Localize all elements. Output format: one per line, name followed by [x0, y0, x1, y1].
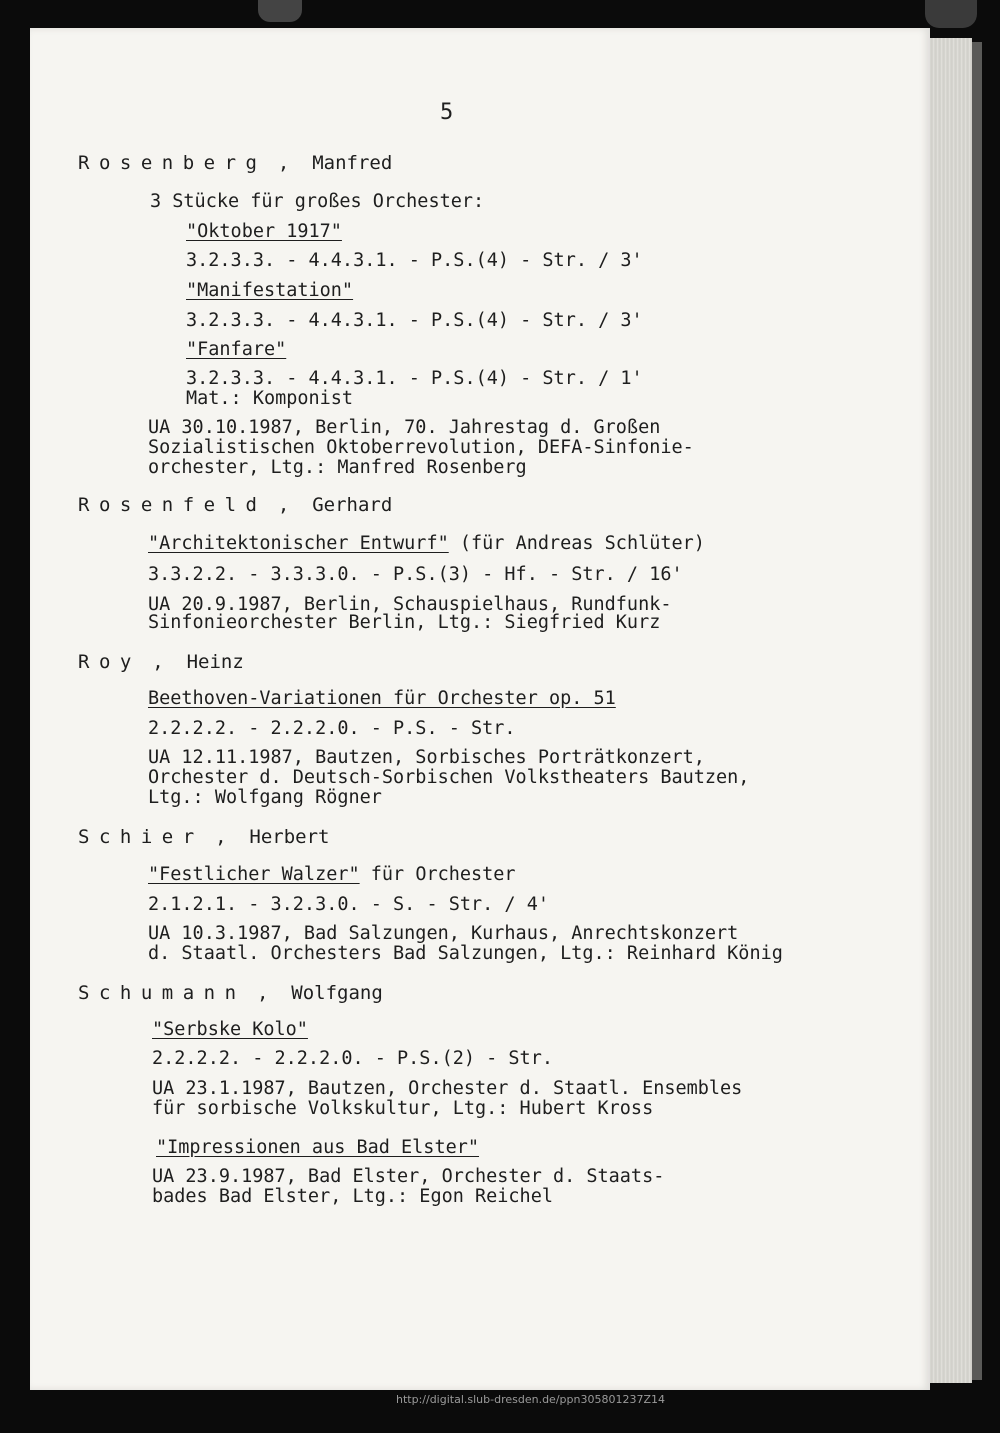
work-subtitle: (für Andreas Schlüter) — [459, 533, 705, 554]
composer-surname: Schier — [78, 826, 204, 848]
work-scoring: 3.2.3.3. - 4.4.3.1. - P.S.(4) - Str. / 3' — [186, 310, 643, 331]
premiere-line: Ltg.: Wolfgang Rögner — [148, 787, 382, 808]
work-title: Beethoven-Variationen für Orchester op. 51 — [148, 688, 616, 709]
premiere-line: für sorbische Volkskultur, Ltg.: Hubert Kross — [152, 1098, 654, 1119]
work-scoring: 2.1.2.1. - 3.2.3.0. - S. - Str. / 4' — [148, 894, 549, 915]
work-title: "Festlicher Walzer" — [148, 864, 360, 885]
premiere-line: UA 10.3.1987, Bad Salzungen, Kurhaus, Anrechtskonzert — [148, 923, 739, 944]
premiere-line: UA 23.9.1987, Bad Elster, Orchester d. Staats- — [152, 1166, 665, 1187]
work-scoring: 2.2.2.2. - 2.2.2.0. - P.S. - Str. — [148, 718, 516, 739]
binder-clip-right — [925, 0, 977, 28]
premiere-line: bades Bad Elster, Ltg.: Egon Reichel — [152, 1186, 553, 1207]
composer-surname: Rosenfeld — [78, 494, 267, 516]
premiere-line: orchester, Ltg.: Manfred Rosenberg — [148, 457, 527, 478]
work-scoring: 2.2.2.2. - 2.2.2.0. - P.S.(2) - Str. — [152, 1048, 553, 1069]
document-page — [30, 28, 930, 1390]
material-note: Mat.: Komponist — [186, 388, 354, 409]
composer-heading-schier: Schier , Herbert — [78, 826, 330, 848]
work-title: "Serbske Kolo" — [152, 1019, 308, 1040]
binder-clip-left — [258, 0, 302, 22]
work-title: "Oktober 1917" — [186, 221, 342, 242]
composer-surname: Rosenberg — [78, 152, 267, 174]
work-subtitle: für Orchester — [370, 864, 516, 885]
book-spine-shadow — [972, 42, 982, 1380]
composer-given-name: Gerhard — [312, 494, 393, 516]
composer-given-name: Manfred — [312, 152, 393, 174]
page-stack-edge — [930, 38, 972, 1383]
premiere-line: UA 20.9.1987, Berlin, Schauspielhaus, Rundfunk- — [148, 594, 672, 615]
work-title-line — [148, 533, 705, 555]
premiere-line: Sinfonieorchester Berlin, Ltg.: Siegfried Kurz — [148, 612, 661, 633]
work-scoring: 3.2.3.3. - 4.4.3.1. - P.S.(4) - Str. / 1' — [186, 368, 643, 389]
composer-heading-rosenfeld: Rosenfeld , Gerhard — [78, 494, 393, 516]
composer-given-name: Wolfgang — [291, 982, 383, 1004]
composer-surname: Roy — [78, 651, 141, 673]
page-number: 5 — [440, 100, 454, 125]
work-title: "Manifestation" — [186, 280, 354, 301]
premiere-line: Orchester d. Deutsch-Sorbischen Volkstheaters Bautzen, — [148, 767, 750, 788]
composer-given-name: Heinz — [186, 651, 244, 673]
work-title: "Impressionen aus Bad Elster" — [156, 1137, 480, 1158]
composer-heading-rosenberg: Rosenberg , Manfred — [78, 152, 393, 174]
premiere-line: Sozialistischen Oktoberrevolution, DEFA-Sinfonie- — [148, 437, 694, 458]
work-scoring: 3.3.2.2. - 3.3.3.0. - P.S.(3) - Hf. - Str. / 16' — [148, 564, 683, 585]
work-title: "Fanfare" — [186, 339, 287, 360]
composer-given-name: Herbert — [249, 826, 330, 848]
composer-surname: Schumann — [78, 982, 246, 1004]
source-url-footer: http://digital.slub-dresden.de/ppn305801237Z14 — [396, 1393, 665, 1406]
work-intro: 3 Stücke für großes Orchester: — [150, 191, 485, 212]
premiere-line: UA 12.11.1987, Bautzen, Sorbisches Porträtkonzert, — [148, 747, 705, 768]
work-title: "Architektonischer Entwurf" — [148, 533, 449, 554]
premiere-line: d. Staatl. Orchesters Bad Salzungen, Ltg.: Reinhard König — [148, 943, 783, 964]
premiere-line: UA 30.10.1987, Berlin, 70. Jahrestag d. Großen — [148, 417, 661, 438]
premiere-line: UA 23.1.1987, Bautzen, Orchester d. Staatl. Ensembles — [152, 1078, 743, 1099]
composer-heading-roy: Roy , Heinz — [78, 651, 244, 673]
work-scoring: 3.2.3.3. - 4.4.3.1. - P.S.(4) - Str. / 3' — [186, 250, 643, 271]
work-title-line — [148, 864, 516, 886]
composer-heading-schumann: Schumann , Wolfgang — [78, 982, 383, 1004]
